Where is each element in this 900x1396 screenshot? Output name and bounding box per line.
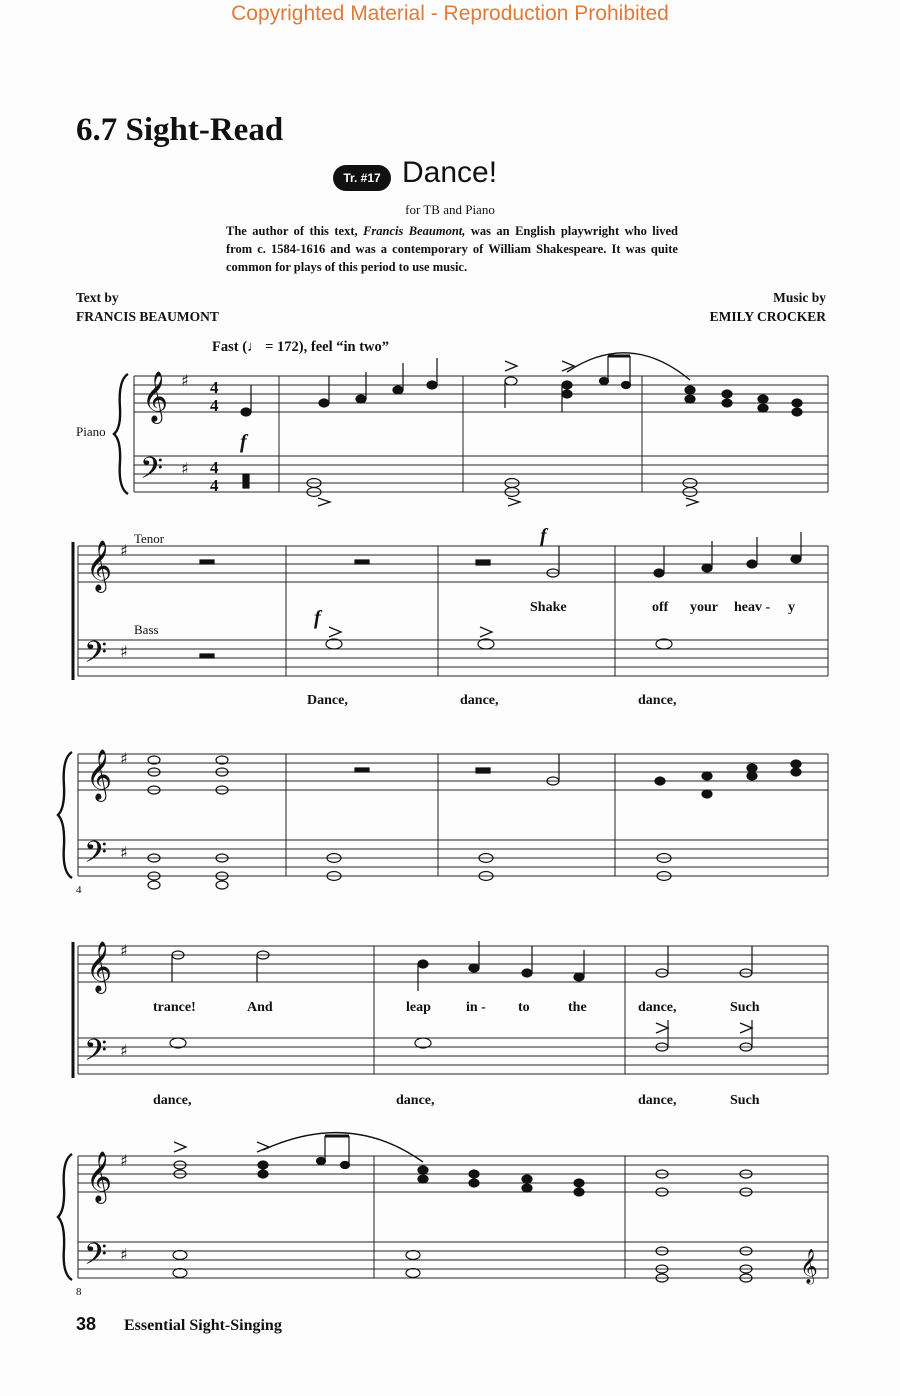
sharp-icon: ♯ (120, 843, 128, 862)
note (702, 772, 712, 780)
time-signature-bottom: 4 (210, 476, 219, 495)
system-1-brace (114, 374, 128, 494)
note (522, 969, 532, 977)
quarter-rest-icon (243, 474, 249, 488)
time-signature-bottom: 4 (210, 396, 219, 415)
note (655, 777, 665, 785)
note (469, 1170, 479, 1178)
accent-icon (480, 627, 492, 637)
lyric-tenor: y (788, 600, 795, 615)
page-number: 38 (76, 1314, 97, 1334)
lyric-bass: Such (730, 1093, 760, 1108)
bass-clef-icon: 𝄢 (84, 636, 108, 677)
note (319, 399, 329, 407)
lyric-tenor: in - (466, 1000, 486, 1015)
measure-number: 8 (76, 1286, 82, 1298)
half-note (505, 377, 517, 385)
whole-rest-icon (200, 654, 214, 658)
half-rest-icon (476, 768, 490, 773)
measure-number: 4 (76, 884, 82, 896)
note (241, 408, 251, 416)
lyric-tenor: dance, (638, 1000, 677, 1015)
time-signature-top: 4 (210, 458, 219, 477)
accent-icon (656, 1023, 668, 1033)
note (469, 964, 479, 972)
lyric-bass: dance, (638, 1093, 677, 1108)
sharp-icon: ♯ (120, 1245, 128, 1264)
lyric-bass: dance, (460, 693, 499, 708)
treble-clef-icon: 𝄞 (86, 1151, 113, 1202)
accent-icon (318, 498, 330, 506)
track-badge: Tr. #17 (333, 165, 391, 191)
piano-label: Piano (76, 424, 106, 439)
accent-icon (686, 498, 698, 506)
lyric-tenor: your (690, 600, 718, 615)
notes (148, 356, 802, 1282)
note (702, 564, 712, 572)
note (522, 1175, 532, 1183)
bass-clef-icon: 𝄢 (140, 452, 164, 493)
tenor-label: Tenor (134, 531, 165, 546)
system-1-bass-staff (134, 456, 828, 492)
lyric-tenor: the (568, 1000, 587, 1015)
whole-rest-icon (200, 560, 214, 564)
intro-author: Francis Beaumont, (363, 224, 466, 238)
sharp-icon: ♯ (120, 941, 128, 960)
sharp-icon: ♯ (181, 371, 189, 390)
tempo-marking: Fast (♩ = 172), feel “in two” (212, 339, 389, 355)
treble-clef-change-icon: 𝄞 (800, 1249, 818, 1284)
song-subtitle: for TB and Piano (405, 202, 495, 217)
time-signatures (210, 378, 219, 495)
time-signature-top: 4 (210, 378, 219, 397)
accent-icon (505, 361, 517, 371)
note (600, 378, 609, 385)
treble-clef-icon: 𝄞 (142, 371, 169, 422)
note (791, 760, 801, 768)
note (356, 395, 366, 403)
whole-note (406, 1251, 420, 1260)
accent-icon (508, 498, 520, 506)
key-signatures (120, 371, 189, 1264)
intro-text-before: The author of this text, (226, 224, 364, 238)
forte-dynamic: f (240, 431, 247, 453)
system-5-bass-staff (78, 1242, 828, 1278)
bass-label: Bass (134, 622, 159, 637)
treble-clef-icon: 𝄞 (86, 540, 113, 591)
system-4-bass-staff (78, 1038, 828, 1074)
intro-text-after: was an English playwright who lived from c. 1584-1616 and was a contemporary of William Shakespeare. It was quite common for plays of this period to use music. (226, 224, 678, 274)
sharp-icon: ♯ (120, 1151, 128, 1170)
note (258, 1161, 268, 1169)
sharp-icon: ♯ (120, 642, 128, 661)
bass-clef-icon: 𝄢 (84, 1034, 108, 1075)
accent-icon (329, 627, 341, 637)
note (792, 399, 802, 407)
lyric-bass: Dance, (307, 693, 348, 708)
lyric-tenor: off (652, 600, 669, 615)
sharp-icon: ♯ (181, 459, 189, 478)
system-5-brace (58, 1154, 72, 1280)
note (654, 569, 664, 577)
note (574, 973, 584, 981)
whole-rest-icon (355, 560, 369, 564)
lyric-bass: dance, (638, 693, 677, 708)
lyric-tenor: Such (730, 1000, 760, 1015)
song-title: Dance! (402, 156, 498, 189)
treble-clef-icon: 𝄞 (86, 749, 113, 800)
treble-clef-icon: 𝄞 (86, 941, 113, 992)
system-3-brace (58, 752, 72, 878)
note (427, 381, 437, 389)
system-2-tenor-staff (78, 546, 828, 582)
text-credit-label: Text by (76, 290, 119, 305)
half-rest-icon (476, 560, 490, 565)
note (758, 395, 768, 403)
note (418, 960, 428, 968)
lyric-tenor: leap (406, 1000, 431, 1015)
lyric-bass: dance, (153, 1093, 192, 1108)
lyric-tenor: trance! (153, 1000, 196, 1015)
note (317, 1158, 326, 1165)
note (685, 386, 695, 394)
lyric-tenor: to (518, 1000, 530, 1015)
note (418, 1166, 428, 1174)
forte-dynamic: f (314, 607, 321, 629)
accent-icon (174, 1142, 186, 1152)
whole-rest-icon (355, 768, 369, 772)
lyric-tenor: heav - (734, 600, 771, 615)
whole-note (173, 1251, 187, 1260)
accent-icon (257, 1142, 269, 1152)
lyric-bass: dance, (396, 1093, 435, 1108)
sharp-icon: ♯ (120, 749, 128, 768)
clefs (84, 371, 818, 1285)
note (747, 764, 757, 772)
accent-icon (740, 1023, 752, 1033)
note (747, 560, 757, 568)
section-title: 6.7 Sight-Read (76, 112, 284, 148)
sharp-icon: ♯ (120, 1041, 128, 1060)
system-2-bass-staff (78, 640, 828, 676)
system-5-treble-staff (78, 1156, 828, 1192)
music-credit-name: EMILY CROCKER (709, 309, 826, 324)
system-3-bass-staff (78, 840, 828, 876)
copyright-watermark: Copyrighted Material - Reproduction Prohibited (231, 2, 669, 25)
book-title: Essential Sight-Singing (124, 1317, 282, 1334)
note (562, 381, 572, 389)
text-credit-name: FRANCIS BEAUMONT (76, 309, 219, 324)
system-4-tenor-staff (78, 946, 828, 982)
note (574, 1179, 584, 1187)
braces (58, 374, 128, 1280)
bass-clef-icon: 𝄢 (84, 836, 108, 877)
bass-clef-icon: 𝄢 (84, 1238, 108, 1279)
note (791, 555, 801, 563)
music-credit-label: Music by (773, 290, 826, 305)
note (722, 390, 732, 398)
system-3-treble-staff (78, 754, 828, 790)
lyric-tenor: And (247, 1000, 273, 1015)
lyric-tenor: Shake (530, 600, 567, 615)
note (393, 386, 403, 394)
sharp-icon: ♯ (120, 541, 128, 560)
forte-dynamic: f (540, 525, 547, 547)
